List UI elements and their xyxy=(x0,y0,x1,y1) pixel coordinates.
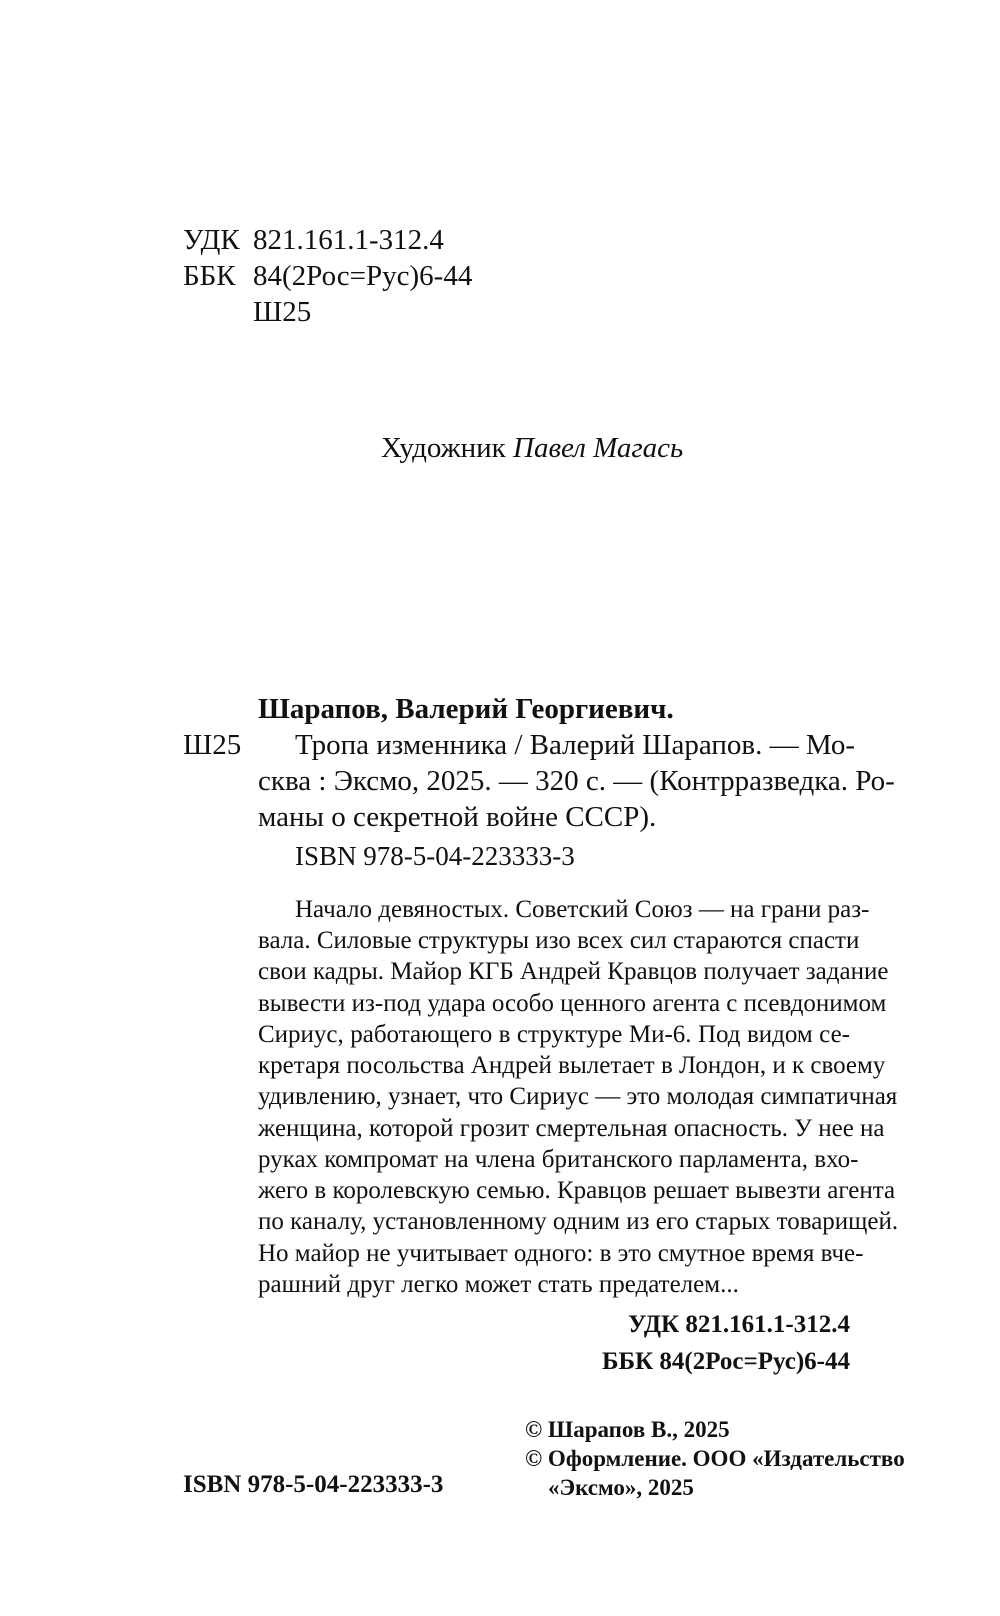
annotation-line-1: Начало девяностых. Советский Союз — на грани раз- xyxy=(295,896,870,923)
author-sign-top: Ш25 xyxy=(253,296,312,328)
annotation-line-6: кретаря посольства Андрей вылетает в Лондон, и к своему xyxy=(258,1052,886,1079)
annotation-line-7: удивлению, узнает, что Сириус — это молодая симпатичная xyxy=(258,1083,898,1110)
index-udk: УДК 821.161.1-312.4 xyxy=(628,1311,850,1338)
copyright-author: © Шарапов В., 2025 xyxy=(525,1417,730,1442)
udk-label: УДК xyxy=(183,224,240,256)
catalog-sign: Ш25 xyxy=(183,729,242,761)
description-line-3: маны о секретной войне СССР). xyxy=(258,801,657,833)
description-line-1: Тропа изменника / Валерий Шарапов. — Мо- xyxy=(295,729,856,761)
isbn-bottom: ISBN 978-5-04-223333-3 xyxy=(183,1471,444,1498)
annotation-line-11: по каналу, установленному одним из его старых товарищей. xyxy=(258,1208,899,1235)
copyright-publisher: «Эксмо», 2025 xyxy=(548,1475,694,1500)
description-line-2: сква : Эксмо, 2025. — 320 с. — (Контрразведка. Ро- xyxy=(258,765,895,797)
copyright-design: © Оформление. ООО «Издательство xyxy=(525,1446,905,1471)
artist-name: Павел Магась xyxy=(513,432,684,464)
annotation-line-12: Но майор не учитывает одного: в это смутное время вче- xyxy=(258,1240,864,1267)
artist-credit xyxy=(381,432,683,465)
udk-row xyxy=(183,222,444,258)
annotation-line-3: свои кадры. Майор КГБ Андрей Кравцов получает задание xyxy=(258,958,889,985)
annotation-line-4: вывести из-под удара особо ценного агента с псевдонимом xyxy=(258,990,887,1017)
annotation-line-9: руках компромат на члена британского парламента, вхо- xyxy=(258,1146,859,1173)
index-bbk: ББК 84(2Рос=Рус)6-44 xyxy=(602,1348,850,1375)
artist-prefix: Художник xyxy=(381,432,506,464)
annotation-line-5: Сириус, работающего в структуре Ми-6. Под видом се- xyxy=(258,1021,850,1048)
annotation-line-13: рашний друг легко может стать предателем... xyxy=(258,1271,739,1298)
bbk-label: ББК xyxy=(183,260,236,292)
annotation-line-8: женщина, которой грозит смертельная опасность. У нее на xyxy=(258,1115,885,1142)
bbk-row xyxy=(183,258,472,294)
bbk-value: 84(2Рос=Рус)6-44 xyxy=(253,260,473,292)
annotation-line-10: жего в королевскую семью. Кравцов решает вывезти агента xyxy=(258,1177,896,1204)
udk-value: 821.161.1-312.4 xyxy=(253,224,444,256)
author-heading: Шарапов, Валерий Георгиевич. xyxy=(258,693,674,725)
annotation-line-2: вала. Силовые структуры изо всех сил стараются спасти xyxy=(258,927,860,954)
catalog-isbn: ISBN 978-5-04-223333-3 xyxy=(295,841,575,871)
